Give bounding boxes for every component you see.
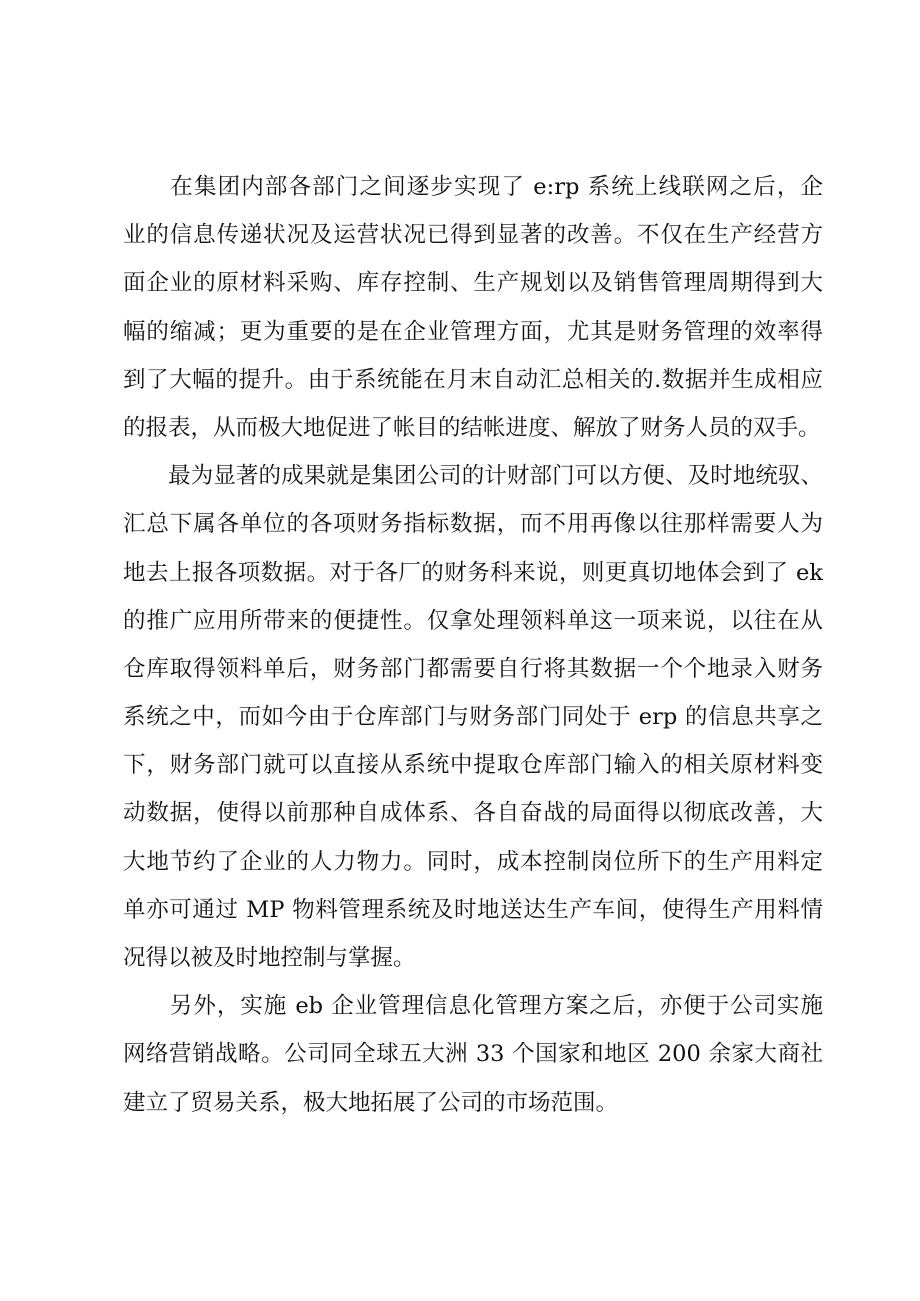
text-line: 系统之中，而如今由于仓库部门与财务部门同处于 erp 的信息共享之: [123, 704, 823, 731]
text-line: 的推广应用所带来的便捷性。仅拿处理领料单这一项来说，以往在从: [123, 607, 823, 634]
text-line: 另外，实施 eb 企业管理信息化管理方案之后，亦便于公司实施: [123, 993, 823, 1020]
text-line: 单亦可通过 MP 物料管理系统及时地送达生产车间，使得生产用料情: [123, 896, 823, 923]
text-line: 动数据，使得以前那种自成体系、各自奋战的局面得以彻底改善，大: [123, 800, 823, 827]
text-line: 况得以被及时地控制与掌握。: [123, 945, 416, 971]
text-line: 大地节约了企业的人力物力。同时，成本控制岗位所下的生产用料定: [123, 848, 823, 875]
text-line: 建立了贸易关系，极大地拓展了公司的市场范围。: [123, 1089, 619, 1116]
text-line: 最为显著的成果就是集团公司的计财部门可以方便、及时地统驭、: [123, 463, 823, 490]
text-line: 地去上报各项数据。对于各厂的财务科来说，则更真切地体会到了 ek: [123, 559, 823, 586]
text-line: 幅的缩减；更为重要的是在企业管理方面，尤其是财务管理的效率得: [123, 318, 823, 345]
text-line: 汇总下属各单位的各项财务指标数据，而不用再像以往那样需要人为: [123, 511, 823, 538]
text-line: 的报表，从而极大地促进了帐目的结帐进度、解放了财务人员的双手。: [123, 414, 821, 441]
paragraph-1: [123, 163, 823, 452]
text-line: 业的信息传递状况及运营状况已得到显著的改善。不仅在生产经营方: [123, 222, 823, 249]
text-line: 仓库取得领料单后，财务部门都需要自行将其数据一个个地录入财务: [123, 655, 823, 682]
document-body: [123, 163, 823, 1127]
text-line: 下，财务部门就可以直接从系统中提取仓库部门输入的相关原材料变: [123, 752, 823, 779]
paragraph-3: [123, 982, 823, 1127]
paragraph-2: [123, 452, 823, 982]
text-line: 网络营销战略。公司同全球五大洲 33 个国家和地区 200 余家大商社: [123, 1041, 823, 1068]
text-line: 面企业的原材料采购、库存控制、生产规划以及销售管理周期得到大: [123, 270, 823, 297]
text-line: 到了大幅的提升。由于系统能在月末自动汇总相关的.数据并生成相应: [123, 366, 823, 393]
text-line: 在集团内部各部门之间逐步实现了 e:rp 系统上线联网之后，企: [123, 174, 823, 200]
